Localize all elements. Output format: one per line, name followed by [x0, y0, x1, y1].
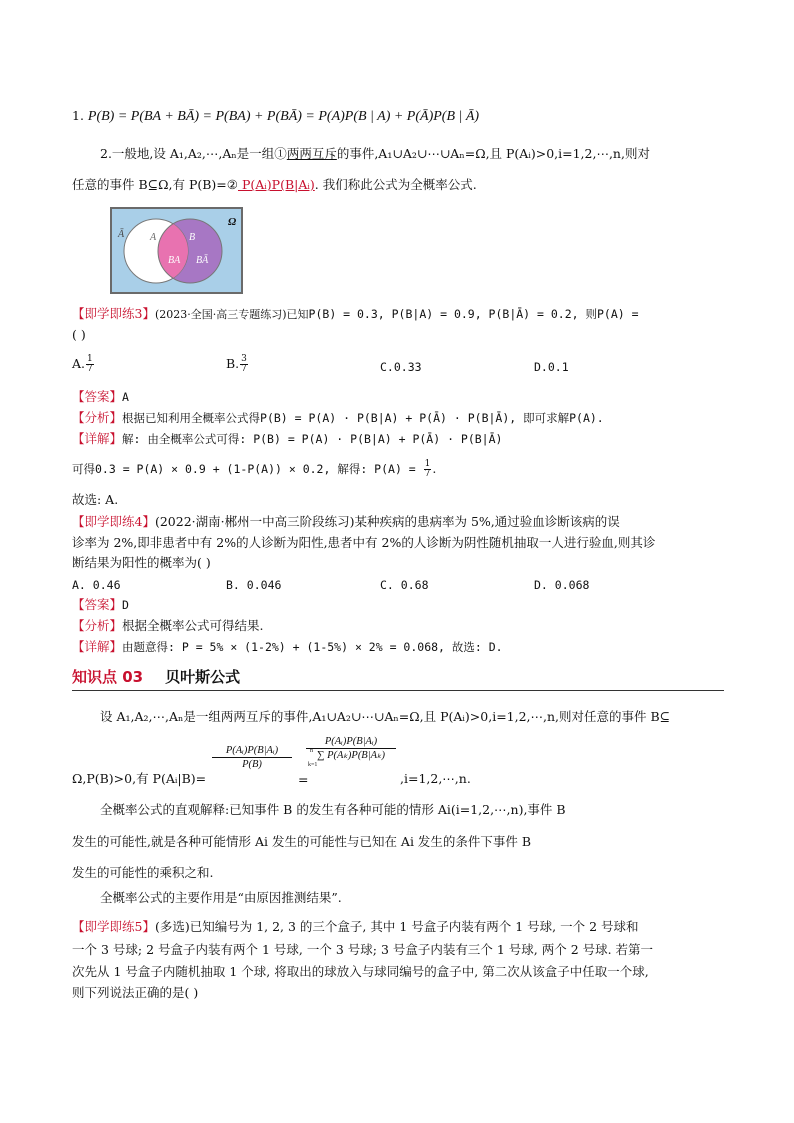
example-5-line-4: 则下列说法正确的是( ) — [72, 985, 199, 1000]
option-a: A. $\frac{1}{7}$ — [72, 354, 93, 374]
knowledge-point-heading — [72, 666, 240, 687]
venn-diagram — [110, 207, 243, 294]
definition-line-2 — [72, 177, 477, 193]
option-b: B. $\frac{3}{7}$ — [226, 354, 247, 374]
definition-text-3: . 我们称此公式为全概率公式. — [314, 177, 477, 192]
bayes-fraction-2: P(Aᵢ)P(B|Aᵢ) n ∑ P(Aₖ)P(B|Aₖ) k=1 — [306, 735, 396, 762]
heading-divider — [72, 690, 724, 691]
bayes-line-2-pre: Ω,P(B)>0,有 P(Aᵢ|B)= — [72, 771, 207, 786]
bayes-line-1: 设 A₁,A₂,⋯,Aₙ是一组两两互斥的事件,A₁∪A₂∪⋯∪Aₙ=Ω,且 P(Aᵢ)>0,i=1,2,⋯,n,则对任意的事件 B⊆ — [100, 709, 671, 724]
definition-line-1 — [100, 146, 650, 162]
example-5-line-2: 一个 3 号球; 2 号盒子内装有两个 1 号球, 一个 3 号球; 3 号盒子内装有三个 1 号球, 两个 2 号球. 若第一 — [72, 942, 654, 957]
blank-answer-2: P(Aᵢ)P(B|Aᵢ) — [237, 177, 315, 192]
example-4-line-3: 断结果为阳性的概率为( ) — [72, 555, 211, 570]
babar-label: BĀ — [196, 255, 209, 266]
ex4-option-d: D. 0.068 — [534, 578, 590, 592]
knowledge-point-title: 贝叶斯公式 — [165, 668, 241, 686]
item-number: 1. — [72, 108, 88, 123]
example-4-line-2: 诊率为 2%,即非患者中有 2%的人诊断为阳性,患者中有 2%的人诊断为阴性随机抽取一人进行验血,则其诊 — [72, 535, 656, 550]
definition-text: 2.一般地,设 A₁,A₂,⋯,Aₙ是一组① — [100, 146, 287, 161]
example-5-line-3: 次先从 1 号盒子内随机抽取 1 个球, 将取出的球放入与球同编号的盒子中, 第二次从该盒子中任取一个球, — [72, 964, 649, 979]
blank-answer-1: 两两互斥 — [286, 146, 337, 161]
example-3-paren: ( ) — [72, 327, 86, 342]
example-3-conclusion: 故选: A. — [72, 492, 119, 507]
option-c: C.0.33 — [380, 360, 422, 374]
b-label: B — [189, 232, 196, 243]
intuition-line-4: 全概率公式的主要作用是“由原因推测结果”. — [100, 890, 342, 905]
bayes-equals: = — [298, 772, 309, 787]
example-4-analysis: 【分析】根据全概率公式可得结果. — [72, 618, 264, 633]
definition-text-cont: 的事件,A₁∪A₂∪⋯∪Aₙ=Ω,且 P(Aᵢ)>0,i=1,2,⋯,n,则对 — [336, 146, 650, 161]
omega-label: Ω — [228, 216, 237, 228]
example-4-detail: 【详解】由题意得: P = 5% × (1-2%) + (1-5%) × 2% = 0.068, 故选: D. — [72, 639, 503, 654]
example-3-analysis: 【分析】根据已知利用全概率公式得P(B) = P(A) · P(B|A) + P(Ā) · P(B|Ā), 即可求解P(A). — [72, 410, 604, 425]
example-3-source: (2023·全国·高三专题练习)已知 — [154, 308, 309, 321]
knowledge-point-number: 知识点 03 — [72, 668, 144, 686]
definition-text-2: 任意的事件 B⊆Ω,有 P(B)=② — [72, 177, 238, 192]
bayes-fraction-1: P(Aᵢ)P(B|Aᵢ) P(B) — [212, 744, 292, 771]
example-3-given: P(B) = 0.3, P(B|A) = 0.9, P(B|Ā) = 0.2, 则P(A) = — [308, 307, 639, 321]
intuition-line-1: 全概率公式的直观解释:已知事件 B 的发生有各种可能的情形 Ai(i=1,2,⋯,n),事件 B — [100, 802, 566, 817]
example-3-answer: 【答案】A — [72, 389, 129, 404]
example-4-line-1: 【即学即练4】(2022·湖南·郴州一中高三阶段练习)某种疾病的患病率为 5%,通过验血诊断该病的误 — [72, 514, 620, 529]
formula-line-1 — [72, 108, 479, 125]
ex4-option-a: A. 0.46 — [72, 578, 121, 592]
abar-label: Ā — [118, 229, 125, 240]
intuition-line-3: 发生的可能性的乘积之和. — [72, 865, 214, 880]
ex4-option-c: C. 0.68 — [380, 578, 429, 592]
option-d: D.0.1 — [534, 360, 569, 374]
ba-label: BA — [168, 255, 181, 266]
ex4-option-b: B. 0.046 — [226, 578, 282, 592]
example-3-question — [72, 306, 639, 323]
a-label: A — [150, 232, 157, 243]
example-3-detail: 【详解】解: 由全概率公式可得: P(B) = P(A) · P(B|A) + P(Ā) · P(B|Ā) — [72, 431, 503, 446]
intuition-line-2: 发生的可能性,就是各种可能情形 Ai 发生的可能性与已知在 Ai 发生的条件下事件 B — [72, 834, 532, 849]
example-4-answer: 【答案】D — [72, 597, 129, 612]
example-4-label: 【即学即练4】 — [72, 514, 155, 529]
example-3-detail-2: 可得0.3 = P(A) × 0.9 + (1-P(A)) × 0.2, 解得: P(A) = $\frac{1}{7}$ . — [72, 459, 437, 479]
total-probability-expansion: P(B) = P(BA + BĀ) = P(BA) + P(BĀ) = P(A)P(B | A) + P(Ā)P(B | Ā) — [87, 109, 480, 124]
bayes-line-2-post: ,i=1,2,⋯,n. — [400, 771, 471, 786]
example-5-label: 【即学即练5】 — [72, 919, 155, 934]
example-5-line-1: 【即学即练5】(多选)已知编号为 1, 2, 3 的三个盒子, 其中 1 号盒子内装有两个 1 号球, 一个 2 号球和 — [72, 919, 639, 934]
example-3-label: 【即学即练3】 — [72, 306, 155, 321]
